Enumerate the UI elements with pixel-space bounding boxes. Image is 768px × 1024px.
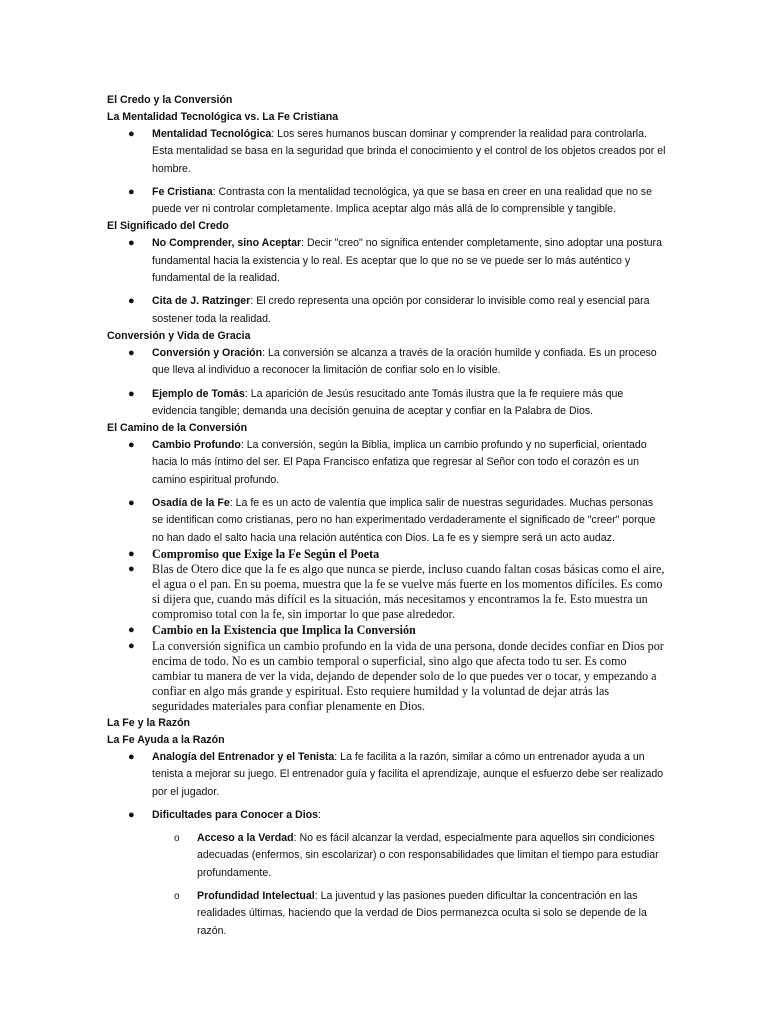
item-text: : Contrasta con la mentalidad tecnológica, ya que se basa en creer en una realidad que no se puede ver ni controlar completamente. Implica aceptar algo más allá de lo comprensible y tangible. [152,185,652,216]
list-item [107,184,667,219]
bullet-icon: ● [128,128,135,140]
section-list-fe-razon [107,749,667,940]
bullet-icon: ● [128,624,135,637]
list-item [107,235,667,287]
bullet-icon: ● [128,346,135,359]
item-text: : La juventud y las pasiones pueden dificultar la concentración en las realidades últimas, haciendo que la verdad de Dios permanezca oculta si solo se depende de la razón. [197,890,647,937]
item-text: : La aparición de Jesús resucitado ante Tomás ilustra que la fe requiere más que evidencia tangible; demanda una decisión genuina de aceptar y confiar en la Palabra de Dios. [152,387,624,417]
list-item [107,639,667,714]
list-item [107,749,667,801]
bullet-icon: ● [128,808,135,821]
list-item [107,345,667,380]
section-list-significado [107,235,667,327]
bullet-icon: ● [128,237,135,250]
section-heading-significado: El Significado del Credo [107,220,229,233]
item-text: La conversión significa un cambio profundo en la vida de una persona, donde decides confiar en Dios por encima de todo. No es un cambio temporal o superficial, sino algo que afecta todo tu ser. Es como cambiar tu manera de ver la vida, dejando de depender solo de lo que puedes ver o tocar, y empezando a confiar en algo más grande y espiritual. Esto requiere humildad y la voluntad de dejar atrás las seguridades materiales para confiar plenamente en Dios. [152,638,664,713]
item-term: Dificultades para Conocer a Dios [152,808,319,821]
item-text: : El credo representa una opción por considerar lo invisible como real y esencial para sostener toda la realidad. [152,295,650,325]
bullet-icon: ● [128,295,135,308]
item-term: Osadía de la Fe [152,497,230,510]
item-term: Conversión y Oración [152,346,263,359]
section-subheading-fe-ayuda: La Fe Ayuda a la Razón [107,733,225,746]
list-item [107,562,667,622]
list-item [107,495,667,547]
section-heading-conversion: Conversión y Vida de Gracia [107,329,251,342]
sub-list-item [107,888,667,940]
item-term: Analogía del Entrenador y el Tenista [152,750,335,763]
section-heading-fe-razon: La Fe y la Razón [107,716,191,729]
list-item-title [107,547,667,562]
section-list-mentalidad [107,126,667,218]
item-text: Compromiso que Exige la Fe Según el Poeta [152,546,380,561]
item-term: Acceso a la Verdad [197,832,294,845]
hollow-bullet-icon: o [174,891,180,903]
item-term: Profundidad Intelectual [197,890,315,903]
bullet-icon: ● [128,439,135,452]
document-body [107,92,667,940]
item-text: : La fe facilita a la razón, similar a cómo un entrenador ayuda a un tenista a mejorar su juego. El entrenador guía y facilita el aprendizaje, aunque el esfuerzo debe ser realizado por el jugador. [152,750,664,798]
item-text: Cambio en la Existencia que Implica la Conversión [152,623,416,638]
item-text: : Decir "creo" no significa entender completamente, sino adoptar una postura fundamental hacia la existencia y lo real. Es aceptar que lo que no se ve puede ser lo más auténtico y fundamental de la realidad. [152,237,662,285]
section-heading-mentalidad: La Mentalidad Tecnológica vs. La Fe Cristiana [107,111,339,123]
list-item [107,386,667,421]
hollow-bullet-icon: o [174,833,180,845]
list-item-title [107,623,667,638]
bullet-icon: ● [128,185,135,198]
section-list-poeta [107,547,667,714]
section-list-camino [107,437,667,547]
bullet-icon: ● [128,563,135,576]
item-text: Blas de Otero dice que la fe es algo que nunca se pierde, incluso cuando faltan cosas básicas como el aire, el agua o el pan. En su poema, muestra que la fe se vuelve más fuerte en los momentos difíciles. Es como si dijera que, cuando más difícil es la situación, más necesitamos y encontramos la fe. Esto muestra un compromiso total con la fe, sin importar lo que pase alrededor. [152,562,665,622]
list-item [107,126,667,178]
item-text: : [318,808,321,821]
item-term: No Comprender, sino Aceptar [152,237,302,250]
section-list-conversion [107,345,667,420]
item-text: : Los seres humanos buscan dominar y comprender la realidad para controlarla. Esta mentalidad se basa en la seguridad que brinda el conocimiento y el control de los objetos creados por el hombre. [152,128,666,175]
document-title: El Credo y la Conversión [107,94,233,106]
sub-list-item [107,830,667,882]
bullet-icon: ● [128,497,135,510]
section-heading-camino: El Camino de la Conversión [107,422,248,435]
bullet-icon: ● [128,387,135,400]
item-term: Ejemplo de Tomás [152,387,245,400]
item-term: Fe Cristiana [152,185,213,198]
item-term: Cita de J. Ratzinger [152,295,251,308]
bullet-icon: ● [128,750,135,763]
list-item [107,437,667,489]
list-item [107,807,667,824]
item-term: Cambio Profundo [152,439,241,452]
item-text: : La fe es un acto de valentía que implica salir de nuestras seguridades. Muchas personas se identifican como cristianas, pero no han experimentado verdaderamente el significado de "creer" porque no han dado el salto hacia una relación auténtica con Dios. La fe es y siempre será un acto audaz. [152,497,656,544]
list-item [107,293,667,328]
bullet-icon: ● [128,639,135,652]
item-text: : La conversión, según la Biblia, implica un cambio profundo y no superficial, orientado hacia lo más íntimo del ser. El Papa Francisco enfatiza que regresar al Señor con todo el corazón es un camino espiritual profundo. [152,439,647,486]
bullet-icon: ● [128,547,135,560]
item-text: : La conversión se alcanza a través de la oración humilde y confiada. Es un proceso que lleva al individuo a reconocer la limitación de confiar solo en lo visible. [152,346,657,377]
item-text: : No es fácil alcanzar la verdad, especialmente para aquellos sin condiciones adecuadas (enfermos, sin escolarizar) o con responsabilidades que limitan el tiempo para estudiar profundamente. [197,832,659,879]
item-term: Mentalidad Tecnológica [152,128,272,140]
